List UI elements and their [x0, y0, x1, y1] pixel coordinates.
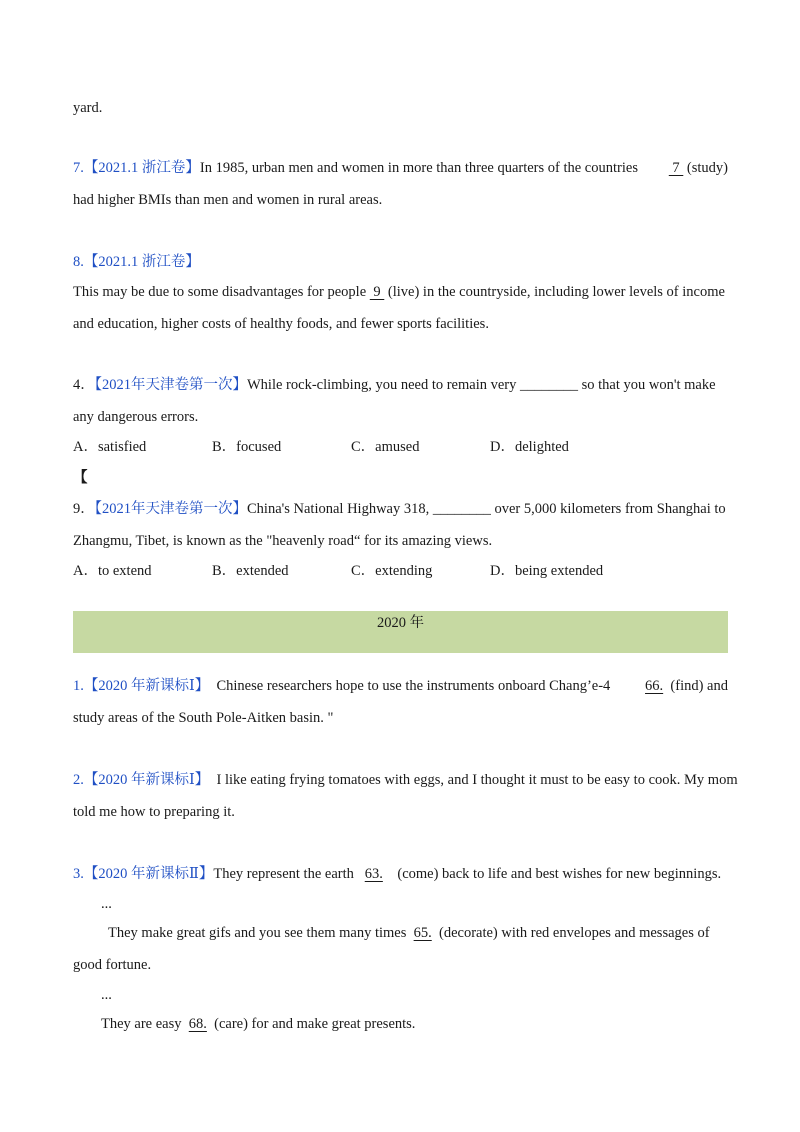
source-tag: 【2021年天津卷第一次】 — [94, 501, 247, 517]
answer-blank[interactable]: 63. — [364, 866, 383, 882]
ellipsis: ... — [101, 896, 112, 912]
question-text: While rock-climbing, you need to remain very ________ so that you won't make — [247, 377, 716, 393]
source-tag: 【2021.1 浙江卷】 — [83, 254, 200, 270]
option-c[interactable]: C．extending — [351, 563, 433, 579]
question-text-line2: any dangerous errors. — [73, 409, 199, 425]
option-c[interactable]: C．amused — [351, 439, 420, 455]
question-text-cont: (decorate) with red envelopes and messages of — [439, 925, 710, 941]
answer-blank[interactable]: 68. — [188, 1016, 207, 1032]
question-text-line2: had higher BMIs than men and women in rural areas. — [73, 192, 383, 208]
source-tag: 【2020 年新课标Ⅰ】 — [83, 678, 210, 694]
word-hint: (study) — [686, 160, 728, 176]
answer-blank[interactable]: 66. — [645, 678, 664, 694]
question-number: 2. — [73, 772, 84, 788]
question-text-line2: Zhangmu, Tibet, is known as the "heavenly road“ for its amazing views. — [73, 533, 493, 549]
question-text: I like eating frying tomatoes with eggs, and I thought it must to be easy to cook. My mom — [216, 772, 738, 788]
question-text: Chinese researchers hope to use the instruments onboard Chang’e-4 — [216, 678, 611, 694]
question-text-cont: (care) for and make great presents. — [214, 1016, 416, 1032]
answer-blank[interactable]: 65. — [413, 925, 432, 941]
question-text: They are easy — [101, 1016, 182, 1032]
question-number: 8. — [73, 254, 84, 270]
option-b[interactable]: B．focused — [212, 439, 282, 455]
section-band-2020 — [73, 611, 728, 653]
question-text: China's National Highway 318, ________ over 5,000 kilometers from Shanghai to — [247, 501, 726, 517]
question-text: They make great gifs and you see them many times — [108, 925, 407, 941]
option-d[interactable]: D．being extended — [490, 563, 604, 579]
source-tag: 【2020 年新课标Ⅱ】 — [83, 866, 214, 882]
ellipsis: ... — [101, 987, 112, 1003]
option-a[interactable]: A．to extend — [73, 563, 152, 579]
question-text-cont: (live) in the countryside, including lower levels of income — [387, 284, 725, 300]
question-text-line2: good fortune. — [73, 957, 152, 973]
source-tag: 【2021.1 浙江卷】 — [83, 160, 200, 176]
question-number: 4． — [73, 377, 95, 393]
question-number: 7. — [73, 160, 84, 176]
answer-blank[interactable]: 9 — [369, 284, 385, 300]
answer-blank[interactable]: 7 — [668, 160, 684, 176]
continuation-text: yard. — [73, 100, 103, 116]
question-text-line2: study areas of the South Pole-Aitken basin. " — [73, 710, 334, 726]
question-text-line2: and education, higher costs of healthy foods, and fewer sports facilities. — [73, 316, 489, 332]
question-text: This may be due to some disadvantages for people — [73, 284, 367, 300]
option-a[interactable]: A．satisfied — [73, 439, 147, 455]
stray-bracket: 【 — [73, 470, 88, 486]
source-tag: 【2020 年新课标Ⅰ】 — [83, 772, 210, 788]
section-title: 2020 年 — [376, 615, 425, 631]
source-tag: 【2021年天津卷第一次】 — [94, 377, 247, 393]
question-number: 3. — [73, 866, 84, 882]
question-text-line2: told me how to preparing it. — [73, 804, 235, 820]
option-d[interactable]: D．delighted — [490, 439, 569, 455]
option-b[interactable]: B．extended — [212, 563, 289, 579]
word-hint: (find) and — [670, 678, 728, 694]
question-text: In 1985, urban men and women in more than three quarters of the countries — [199, 160, 638, 176]
question-number: 9． — [73, 501, 95, 517]
question-text-cont: (come) back to life and best wishes for new beginnings. — [397, 866, 722, 882]
question-text: They represent the earth — [213, 866, 354, 882]
question-number: 1. — [73, 678, 84, 694]
